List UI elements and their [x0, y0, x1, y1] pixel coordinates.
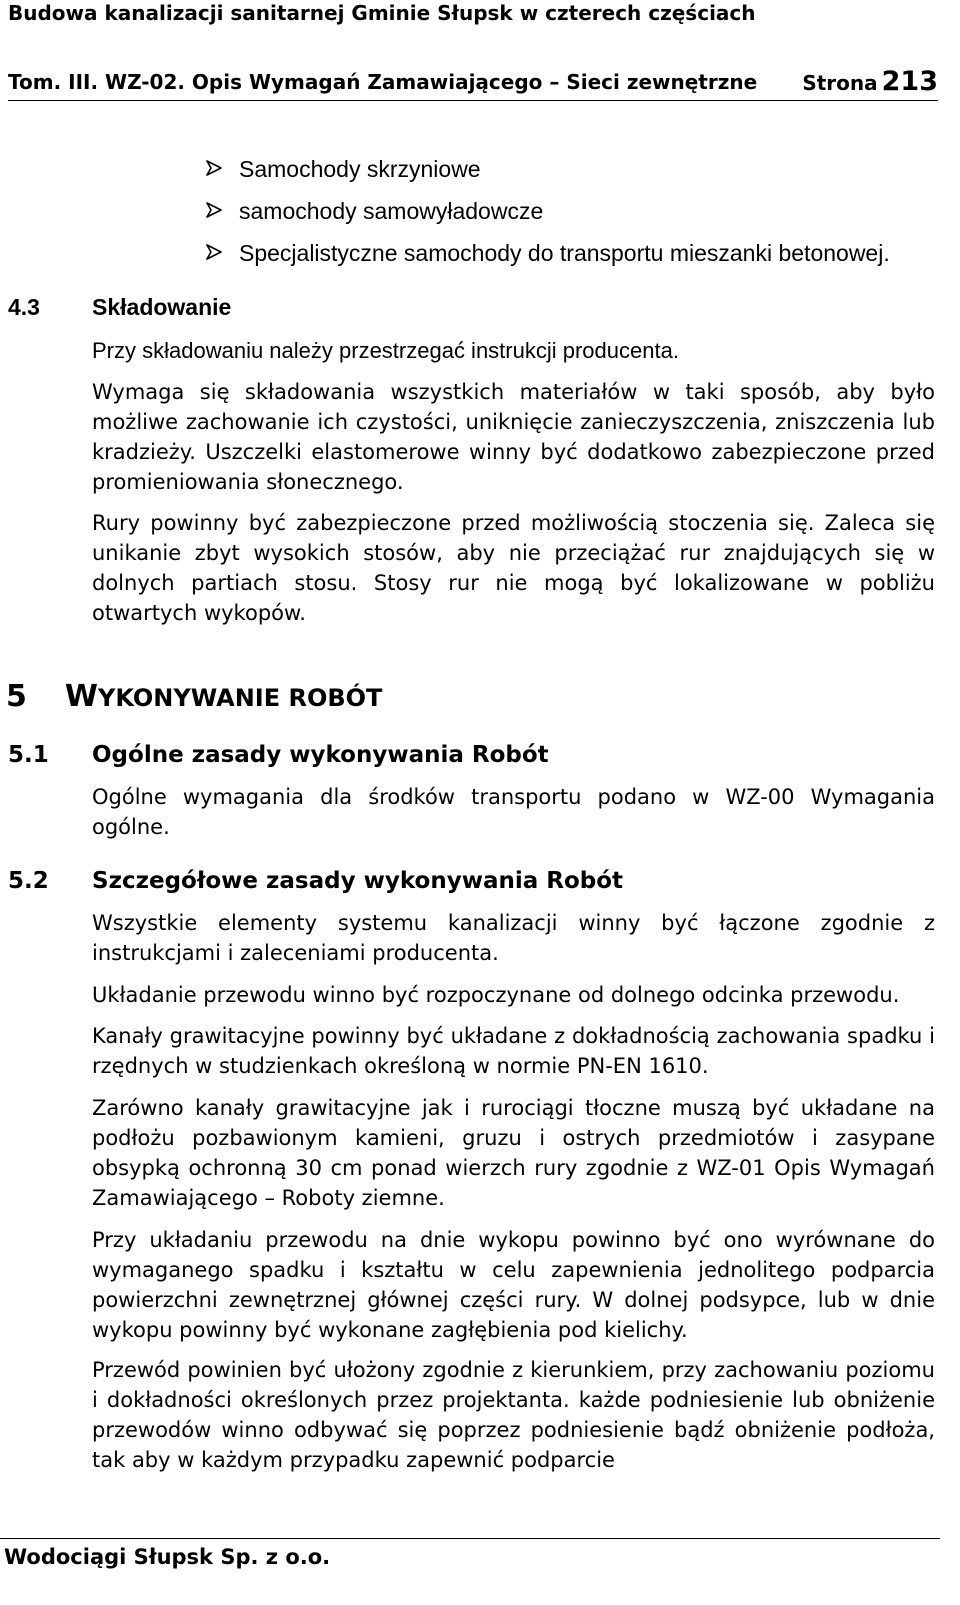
paragraph: Wszystkie elementy systemu kanalizacji winny być łączone zgodnie z instrukcjami i zaleceniami producenta. [92, 911, 935, 965]
arrow-bullet-icon [205, 201, 223, 219]
section-number: 5.1 [8, 742, 49, 768]
section-title: Szczegółowe zasady wykonywania Robót [92, 868, 624, 894]
paragraph: Przy układaniu przewodu na dnie wykopu powinno być ono wyrównane do wymaganego spadku i kształtu w celu zapewnienia jednolitego podparcia powierzchni zewnętrznej głównej części rury. W dolnej podsypce, lub w dnie wykopu powinny być wykonane zagłębienia pod kielichy. [92, 1228, 935, 1342]
paragraph: Wymaga się składowania wszystkich materiałów w taki sposób, aby było możliwe zachowanie ich czystości, uniknięcie zanieczyszczenia, zniszczenia lub kradzieży. Uszczelki elastomerowe winny być dodatkowo zabezpieczone przed promieniowania słonecznego. [92, 380, 935, 494]
arrow-bullet-icon [205, 159, 223, 177]
page-label: Strona [802, 71, 878, 95]
list-item-text: Samochody skrzyniowe [239, 156, 481, 182]
page-footer [0, 1538, 940, 1569]
arrow-bullet-icon [205, 243, 223, 261]
page-number: 213 [881, 66, 938, 97]
chapter-number: 5 [6, 679, 27, 714]
paragraph: Przewód powinien być ułożony zgodnie z kierunkiem, przy zachowaniu poziomu i dokładności określonych przez projektanta. każde podniesienie lub obniżenie przewodów winno odbywać się poprzez podniesienie bądź obniżenie podłoża, tak aby w każdym przypadku zapewnić podparcie [92, 1358, 935, 1472]
document-title: Budowa kanalizacji sanitarnej Gminie Słupsk w czterech częściach [8, 1, 756, 25]
paragraph: Rury powinny być zabezpieczone przed możliwością stoczenia się. Zaleca się unikanie zbyt wysokich stosów, aby nie przeciążać rur znajdujących się w dolnych partiach stosu. Stosy rur nie mogą być lokalizowane w pobliżu otwartych wykopów. [92, 511, 935, 625]
paragraph: Ogólne wymagania dla środków transportu podano w WZ-00 Wymagania ogólne. [92, 785, 935, 839]
paragraph: Zarówno kanały grawitacyjne jak i rurociągi tłoczne muszą być układane na podłożu pozbawionym kamieni, gruzu i ostrych przedmiotów i zasypane obsypką ochronną 30 cm ponad wierzch rury zgodnie z WZ-01 Opis Wymagań Zamawiającego – Roboty ziemne. [92, 1096, 935, 1210]
paragraph: Przy składowaniu należy przestrzegać instrukcji producenta. [92, 338, 679, 363]
company-name: Wodociągi Słupsk Sp. z o.o. [4, 1545, 331, 1569]
section-number: 4.3 [8, 294, 40, 320]
page-indicator [802, 66, 938, 97]
list-item-text: Specjalistyczne samochody do transportu mieszanki betonowej. [239, 240, 890, 266]
page-header [8, 66, 938, 101]
chapter-title-rest: YKONYWANIE ROBÓT [97, 684, 383, 712]
chapter-title-initial: W [64, 679, 98, 714]
chapter-heading-5 [6, 679, 382, 714]
paragraph: Układanie przewodu winno być rozpoczynane od dolnego odcinka przewodu. [92, 983, 900, 1007]
document-subtitle: Tom. III. WZ-02. Opis Wymagań Zamawiającego – Sieci zewnętrzne [8, 70, 758, 94]
section-number: 5.2 [8, 868, 49, 894]
section-title: Ogólne zasady wykonywania Robót [92, 742, 549, 768]
list-item-text: samochody samowyładowcze [239, 198, 544, 224]
section-title: Składowanie [92, 294, 232, 320]
paragraph: Kanały grawitacyjne powinny być układane z dokładnością zachowania spadku i rzędnych w studzienkach określoną w normie PN-EN 1610. [92, 1024, 935, 1078]
